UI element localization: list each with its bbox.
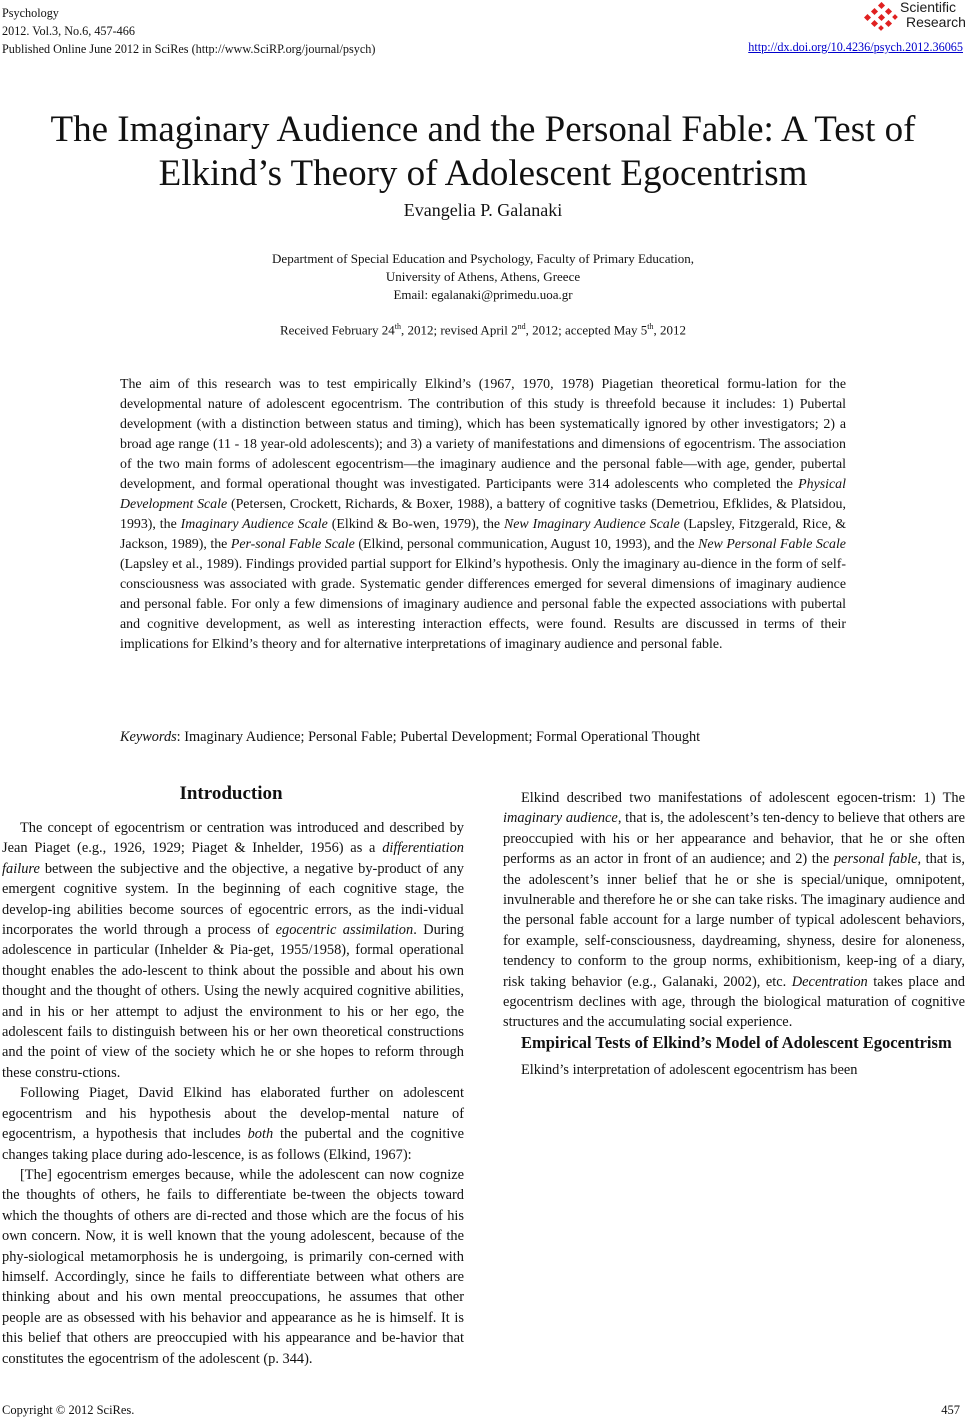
keywords [120, 729, 700, 746]
received-text-1: Received February 24 [279, 322, 395, 338]
abstract-text-1: The aim of this research was to test empirically Elkind’s (1967, 1970, 1978) Piagetian theoretical formu-lation for the developmental nature of adolescent egocentrism. The contribution of this study is threefold because it includes: 1) Pubertal development (with a distinction between status and timing), which has been systematically ignored by other investigators; 2) a broad age range (11 - 18 year-old adolescents); and 3) a variety of manifestations and dimensions of egocentrism. The association of the two main forms of adolescent egocentrism—the imaginary audience and the personal fable—with age, gender, pubertal development, and formal operational thought was investigated. Participants were 314 adolescents who completed the [120, 377, 846, 492]
text-span: , that is, the adolescent’s ten-dency to believe that others are preoccupied with his or her appearance and behavior, that he or she often performs as an actor in front of an audience; and 2) the [503, 810, 965, 868]
doi-link[interactable]: http://dx.doi.org/10.4236/psych.2012.36065 [748, 40, 963, 54]
received-dates [0, 322, 966, 338]
journal-name: Psychology [2, 6, 59, 20]
title-line-2: Elkind’s Theory of Adolescent Egocentrism [158, 153, 808, 194]
text-span: . During adolescence in particular (Inhelder & Pia-get, 1955/1958), formal operational thought enables the ado-lescent to think about the possible and about his own thought and the thought of others. Using the newly acquired cognitive abilities, and in his or her attempt to adjust the environment to his or her ego, the adolescent fails to distinguish between his or her own theoretical constructions and the point of view of the society which he or she hopes to reform through these constru-ctions. [2, 922, 464, 1081]
empirical-paragraph-1: Elkind’s interpretation of adolescent egocentrism has been [521, 1061, 858, 1078]
affiliation-department: Department of Special Education and Psychology, Faculty of Primary Education, [272, 251, 694, 266]
abstract-text-6: (Lapsley et al., 1989). Findings provided partial support for Elkind’s hypothesis. Only the imaginary au-dience in the form of self-consciousness was associated with grade. Systematic gender differences emerged for several dimensions of imaginary audience and personal fable. For only a few dimensions of imaginary audience and personal fable the expected associations with pubertal and cognitive development, as well as interesting interaction effects, were found. Results are discussed in terms of their implications for Elkind’s theory and for alternative interpretations of imaginary audience and personal fable. [120, 557, 846, 652]
logo-text-line1: Scientific [900, 0, 957, 15]
abstract-italic-2: Imaginary Audience Scale [180, 517, 328, 532]
scientific-research-logo-icon [864, 2, 898, 32]
abstract [120, 375, 846, 655]
right-column [503, 788, 965, 1080]
journal-volume: 2012. Vol.3, No.6, 457-466 [2, 24, 135, 38]
abstract-text-2: (Petersen, Crockett, Richards, & Boxer, 1988), a battery of cognitive tasks (Demetriou, Efklides, & Platsidou, 1993), the [120, 497, 846, 532]
text-span: the pubertal and the cognitive changes taking place during ado-lescence, is as follows (Elkind, 1967): [2, 1126, 464, 1163]
keywords-list: : Imaginary Audience; Personal Fable; Pubertal Development; Formal Operational Thought [176, 729, 701, 745]
section-heading-empirical-tests: Empirical Tests of Elkind’s Model of Adolescent Egocentrism [521, 1032, 952, 1052]
author-email: Email: egalanaki@primedu.uoa.gr [393, 287, 573, 302]
abstract-text-5: (Elkind, personal communication, August 10, 1993), and the [358, 537, 695, 552]
intro-paragraph-2 [2, 1083, 464, 1165]
italic-term: differentiation failure [2, 840, 464, 877]
text-span: between the subjective and the objective, a negative by-product of any emergent cognitive system. In the beginning of each cognitive stage, the develop-ing abilities become sources of egocentric errors, as the indi-vidual incorporates the world through a process of [2, 860, 464, 939]
abstract-italic-5: New Personal Fable Scale [698, 537, 846, 552]
page-number: 457 [941, 1403, 960, 1417]
author-name: Evangelia P. Galanaki [403, 200, 563, 220]
journal-header [2, 4, 375, 58]
abstract-text-4: (Lapsley, Fitzgerald, Rice, & Jackson, 1989), the [120, 517, 847, 552]
footer-copyright: Copyright © 2012 SciRes. [2, 1403, 135, 1417]
received-text-3: , 2012; accepted May 5 [525, 322, 648, 338]
italic-term: egocentric assimilation [275, 922, 414, 939]
abstract-italic-1: Physical Development Scale [120, 477, 846, 512]
abstract-italic-4: Per-sonal Fable Scale [230, 537, 355, 552]
italic-term: both [247, 1126, 274, 1143]
section-heading-introduction: Introduction [179, 783, 283, 804]
text-span: , that is, the adolescent’s inner belief that he or she is special/unique, omnipotent, invulnerable and therefore he or she can take risks. The imaginary audience and the personal fable account for a large number of typical adolescent behaviors, for example, self-consciousness, daydreaming, shyness, desire for aloneness, tendency to conform to the group norms, exhibitionism, keep-ing of a diary, risk taking behavior (e.g., Galanaki, 2002), etc. [503, 851, 965, 990]
publisher-logo [864, 0, 966, 36]
author-affiliation [0, 250, 966, 304]
logo-text-line2: Research [906, 14, 966, 30]
text-span: takes place and egocentrism declines with age, through the biological maturation of cognitive structures and the accumulating social experience. [503, 973, 965, 1031]
text-span: The concept of egocentrism or centration was introduced and described by Jean Piaget (e.g., 1926, 1929; Piaget & Inhelder, 1956) as a [2, 820, 464, 857]
abstract-text-3: (Elkind & Bo-wen, 1979), the [331, 517, 501, 532]
received-text-2: , 2012; revised April 2 [401, 322, 518, 338]
received-sup-3: th [647, 322, 654, 331]
logo-text [900, 0, 966, 30]
title-line-1: The Imaginary Audience and the Personal Fable: A Test of [50, 109, 916, 150]
publication-info: Published Online June 2012 in SciRes (http://www.SciRP.org/journal/psych) [2, 42, 376, 56]
received-sup-1: th [394, 322, 401, 331]
affiliation-university: University of Athens, Athens, Greece [385, 269, 581, 284]
received-sup-2: nd [517, 322, 526, 331]
text-span: Following Piaget, David Elkind has elaborated further on adolescent egocentrism and his hypothesis about the develop-mental nature of egocentrism, a hypothesis that includes [2, 1085, 464, 1143]
text-span: Elkind described two manifestations of adolescent egocen-trism: 1) The [521, 790, 965, 806]
italic-term: personal fable [833, 851, 918, 868]
abstract-italic-3: New Imaginary Audience Scale [503, 517, 680, 532]
received-text-4: , 2012 [653, 322, 687, 338]
keywords-label: Keywords [120, 729, 177, 745]
intro-paragraph-3 [503, 788, 965, 1033]
left-column [2, 818, 464, 1369]
italic-term: imaginary audience [503, 810, 618, 827]
intro-paragraph-1 [2, 818, 464, 1083]
paper-title [0, 108, 966, 196]
elkind-quote: [The] egocentrism emerges because, while the adolescent can now cognize the thoughts of others, he fails to differentiate be-tween the objects toward which the thoughts of others are di-rected and those which are the focus of his own concern. Now, it is well known that the young adolescent, because of the phy-siological metamorphosis he is undergoing, is primarily con-cerned with himself. Accordingly, since he fails to differentiate between what others are thinking about and his own mental preoccupations, he assumes that other people are as obsessed with his behavior and appearance as he is himself. It is this belief that others are preoccupied with his appearance and be-havior that constitutes the egocentrism of the adolescent (p. 344). [2, 1166, 464, 1367]
italic-term: Decentration [791, 973, 868, 990]
